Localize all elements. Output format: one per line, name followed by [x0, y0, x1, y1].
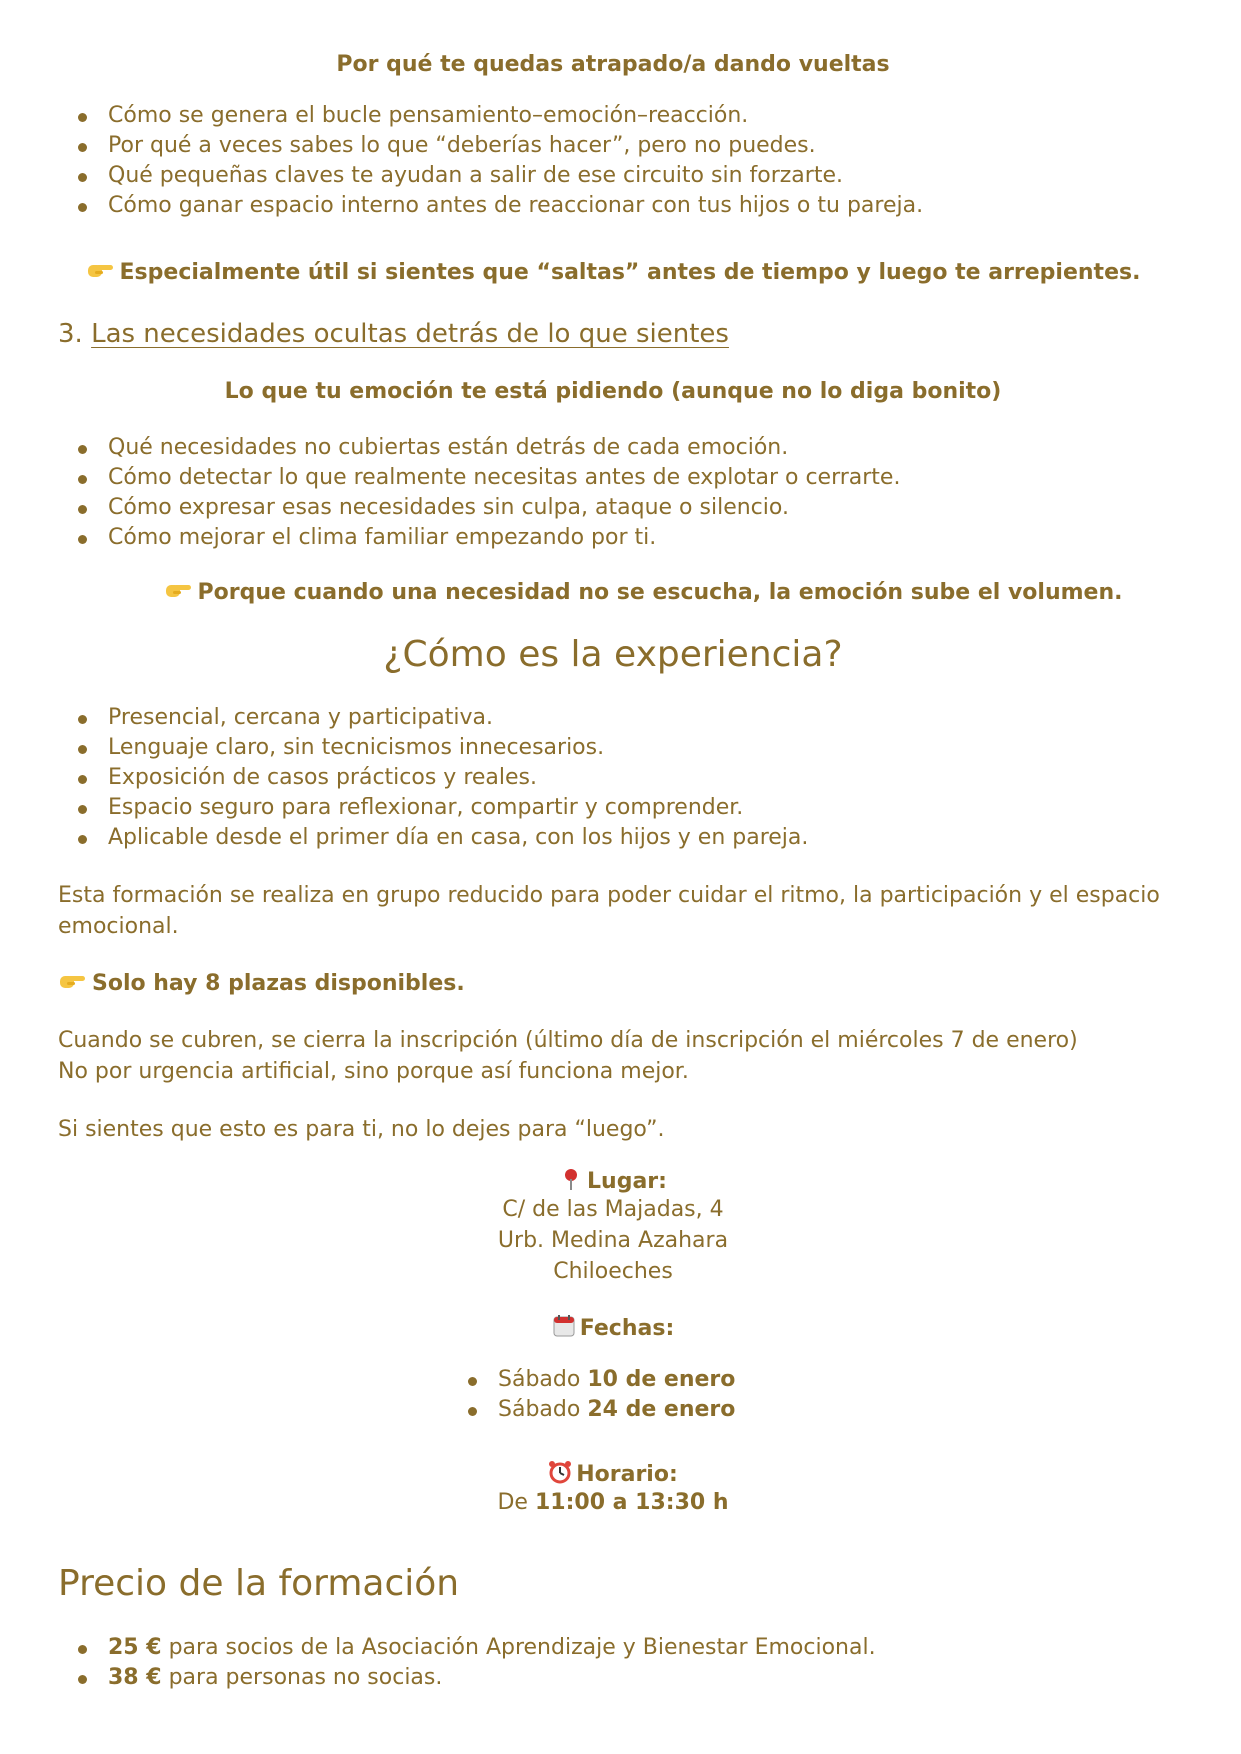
round-pushpin-icon — [559, 1167, 583, 1191]
bullet-icon — [78, 535, 87, 544]
section-title: Las necesidades ocultas detrás de lo que sientes — [91, 319, 729, 349]
horario-block — [58, 1460, 1168, 1518]
cta-paragraph: Si sientes que esto es para ti, no lo dejes para “luego”. — [58, 1117, 665, 1142]
bullet-icon — [78, 1675, 87, 1684]
list-item: Cómo detectar lo que realmente necesitas antes de explotar o cerrarte. — [58, 463, 1168, 493]
list-item: Lenguaje claro, sin tecnicismos innecesarios. — [58, 733, 1168, 763]
bullet-icon — [78, 475, 87, 484]
precio-list — [58, 1633, 1168, 1693]
plazas-note: Solo hay 8 plazas disponibles. — [58, 971, 1168, 996]
horario-time: De 11:00 a 13:30 h — [497, 1490, 729, 1515]
list-item: Aplicable desde el primer día en casa, con los hijos y en pareja. — [58, 823, 1168, 853]
section3-heading — [58, 317, 1168, 351]
list-item: Exposición de casos prácticos y reales. — [58, 763, 1168, 793]
bullet-icon — [78, 715, 87, 724]
precio-title: Precio de la formación — [58, 1563, 460, 1604]
bullet-icon — [78, 113, 87, 122]
bullet-icon — [78, 173, 87, 182]
list-item: Cómo mejorar el clima familiar empezando por ti. — [58, 523, 1168, 553]
address-line: C/ de las Majadas, 4 — [502, 1197, 724, 1222]
pointing-hand-icon — [58, 971, 86, 991]
highlight-note: Porque cuando una necesidad no se escucha, la emoción sube el volumen. — [58, 580, 1168, 605]
group-paragraph: Esta formación se realiza en grupo reducido para poder cuidar el ritmo, la participación y el espacio emocional. — [58, 883, 1160, 939]
list-item: Cómo expresar esas necesidades sin culpa, ataque o silencio. — [58, 493, 1168, 523]
bullet-icon — [78, 505, 87, 514]
alarm-clock-icon — [548, 1460, 572, 1484]
experience-title: ¿Cómo es la experiencia? — [383, 634, 843, 675]
bullet-icon — [78, 805, 87, 814]
list-item: Sábado 10 de enero — [468, 1365, 758, 1395]
list-item: Qué pequeñas claves te ayudan a salir de ese circuito sin forzarte. — [58, 161, 1168, 191]
address-line: Chiloeches — [553, 1259, 673, 1284]
bullet-icon — [78, 203, 87, 212]
list-item: Por qué a veces sabes lo que “deberías hacer”, pero no puedes. — [58, 131, 1168, 161]
lugar-block — [58, 1167, 1168, 1287]
pointing-hand-icon — [86, 260, 114, 280]
bullet-icon — [78, 143, 87, 152]
list-item: Cómo ganar espacio interno antes de reaccionar con tus hijos o tu pareja. — [58, 191, 1168, 221]
list-item: Presencial, cercana y participativa. — [58, 703, 1168, 733]
bullet-icon — [78, 745, 87, 754]
list-item: Qué necesidades no cubiertas están detrás de cada emoción. — [58, 433, 1168, 463]
close-paragraph: Cuando se cubren, se cierra la inscripción (último día de inscripción el miércoles 7 de enero) No por urgencia artificial, sino porque así funciona mejor. — [58, 1028, 1078, 1084]
experience-bullet-list — [58, 703, 1168, 853]
section-subtitle: Por qué te quedas atrapado/a dando vueltas — [336, 52, 890, 77]
bullet-icon — [78, 445, 87, 454]
section2-bullet-list — [58, 101, 1168, 221]
bullet-icon — [78, 1645, 87, 1654]
list-item: Cómo se genera el bucle pensamiento–emoción–reacción. — [58, 101, 1168, 131]
section-subtitle: Lo que tu emoción te está pidiendo (aunque no lo diga bonito) — [224, 379, 1002, 404]
section-number: 3. — [58, 319, 83, 349]
list-item: Sábado 24 de enero — [468, 1395, 758, 1425]
lugar-label: Lugar: — [58, 1167, 1168, 1194]
list-item: 38 € para personas no socias. — [58, 1663, 1168, 1693]
fechas-list — [468, 1365, 758, 1425]
horario-label: Horario: — [58, 1460, 1168, 1487]
list-item: 25 € para socios de la Asociación Aprendizaje y Bienestar Emocional. — [58, 1633, 1168, 1663]
calendar-icon — [552, 1314, 576, 1338]
pointing-hand-icon — [164, 580, 192, 600]
list-item: Espacio seguro para reflexionar, compartir y comprender. — [58, 793, 1168, 823]
section3-bullet-list — [58, 433, 1168, 553]
highlight-note: Especialmente útil si sientes que “saltas” antes de tiempo y luego te arrepientes. — [58, 260, 1168, 285]
bullet-icon — [78, 835, 87, 844]
fechas-label: Fechas: — [58, 1314, 1168, 1341]
bullet-icon — [468, 1377, 477, 1386]
address-line: Urb. Medina Azahara — [497, 1228, 729, 1253]
bullet-icon — [468, 1407, 477, 1416]
bullet-icon — [78, 775, 87, 784]
